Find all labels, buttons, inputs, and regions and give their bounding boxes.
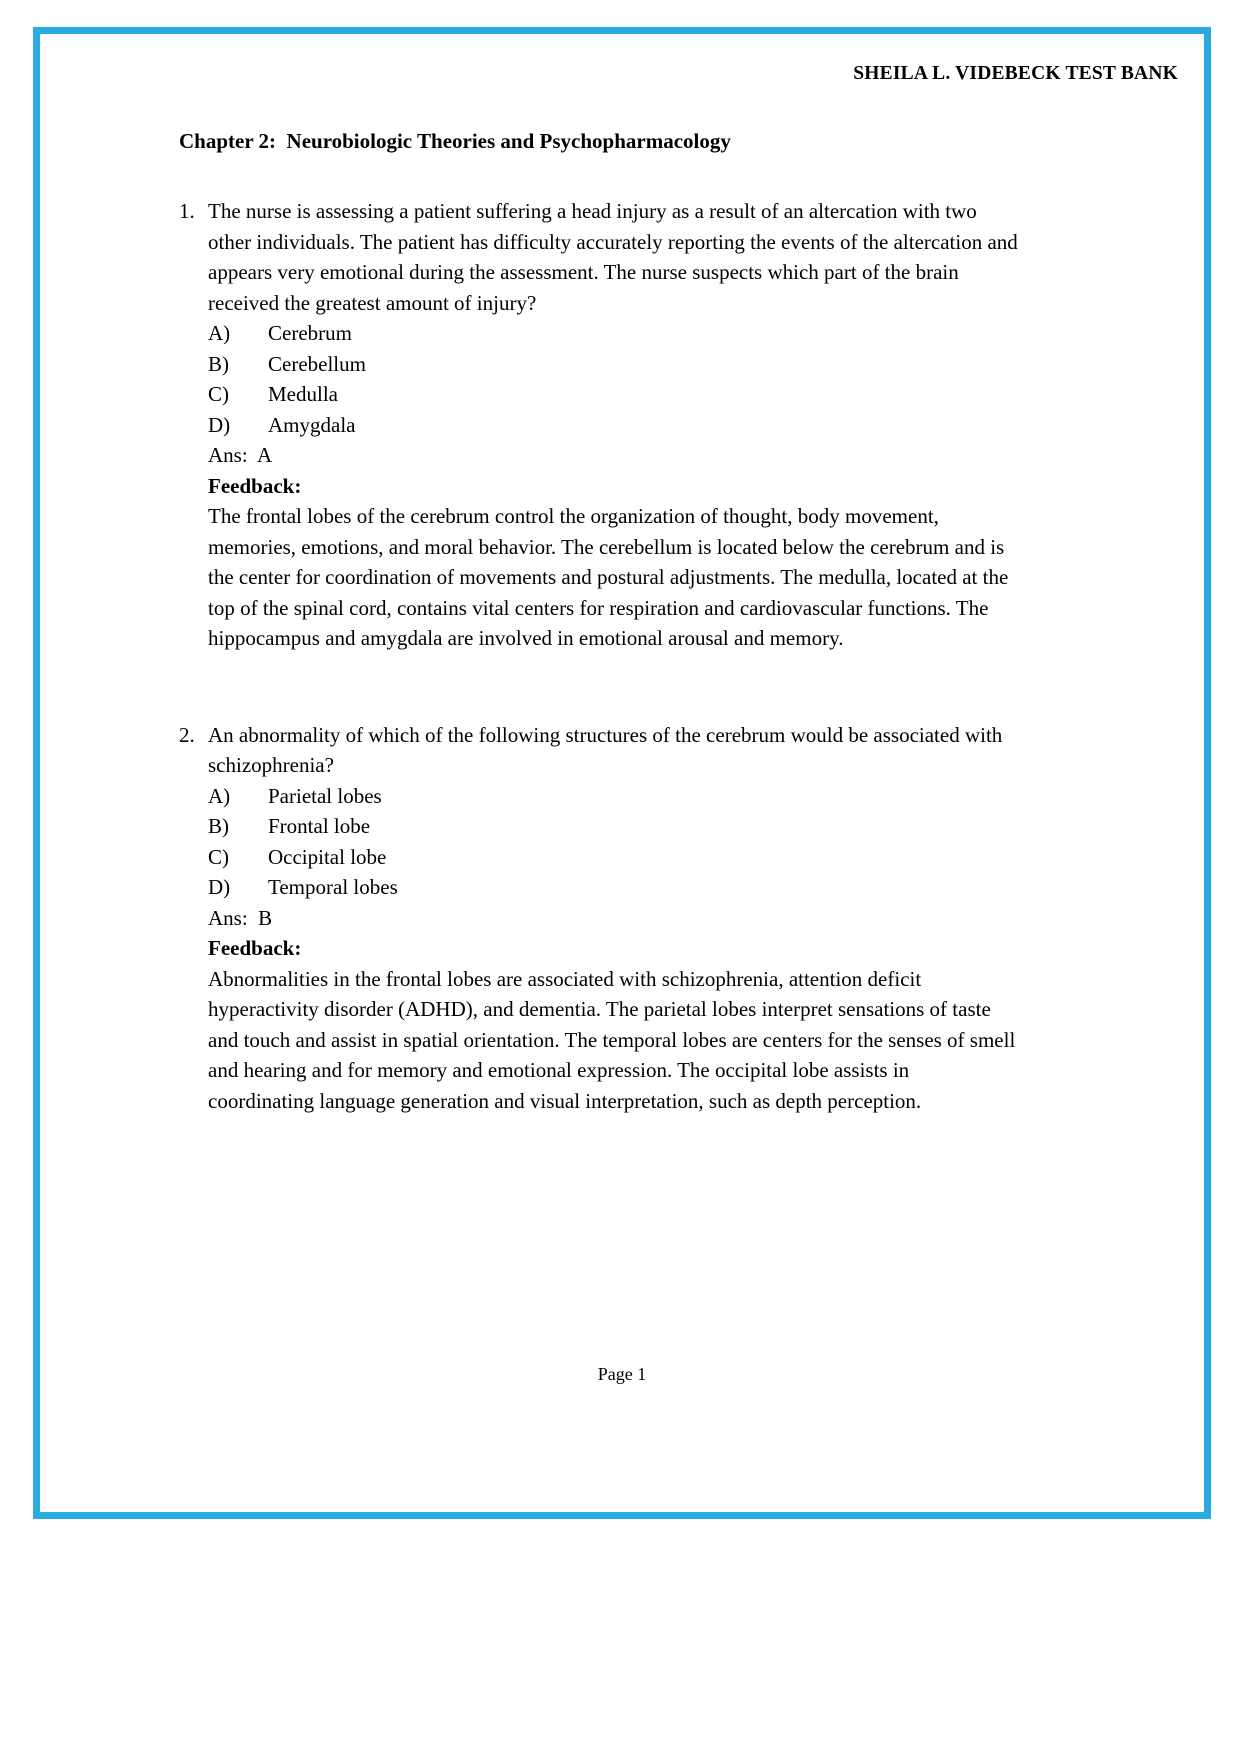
answer-option[interactable] (208, 410, 1019, 441)
option-text: Amygdala (268, 412, 356, 437)
option-text: Frontal lobe (268, 814, 371, 838)
option-letter: D) (208, 412, 231, 437)
question-row (179, 720, 1019, 1117)
option-letter: C) (208, 844, 229, 869)
question-number: 2. (179, 722, 195, 747)
question-spacer (179, 684, 1019, 720)
answer-key: Ans: A (208, 443, 273, 467)
option-text: Cerebrum (268, 321, 352, 345)
document-body (179, 129, 1019, 1146)
option-text: Occipital lobe (268, 844, 387, 869)
page-canvas (40, 34, 1204, 1512)
answer-option[interactable] (208, 349, 1019, 380)
question-content (208, 720, 1019, 1117)
answer-key: Ans: B (208, 905, 273, 930)
answer-option-list (208, 781, 1019, 903)
option-text: Cerebellum (268, 351, 366, 376)
option-text: Temporal lobes (268, 875, 398, 899)
feedback-label: Feedback: (208, 936, 302, 960)
answer-option[interactable] (208, 872, 1019, 903)
feedback-text: The frontal lobes of the cerebrum control the organization of thought, body movement, memories, emotions, and moral behavior. The cerebellum is located below the cerebrum and is the center for coordination of movements and postural adjustments. The medulla, located at the top of the spinal cord, contains vital centers for respiration and cardiovascular functions. The hippocampus and amygdala are involved in emotional arousal and memory. (208, 504, 1009, 650)
question-item (179, 720, 1019, 1117)
question-content (208, 196, 1019, 654)
feedback-text: Abnormalities in the frontal lobes are associated with schizophrenia, attention deficit hyperactivity disorder (ADHD), and dementia. The parietal lobes interpret sensations of taste and touch and assist in spatial orientation. The temporal lobes are centers for the senses of smell and hearing and for memory and emotional expression. The occipital lobe assists in coordinating language generation and visual interpretation, such as depth perception. (208, 966, 1016, 1113)
option-letter: A) (208, 321, 231, 345)
answer-option[interactable] (208, 842, 1019, 873)
page-border (33, 27, 1211, 1519)
answer-option[interactable] (208, 318, 1019, 349)
chapter-title: Chapter 2: Neurobiologic Theories and Psychopharmacology (179, 129, 731, 153)
page-footer: Page 1 (597, 1364, 647, 1384)
question-stem: The nurse is assessing a patient suffering a head injury as a result of an altercation with two other individuals. The patient has difficulty accurately reporting the events of the altercation and appears very emotional during the assessment. The nurse suspects which part of the brain received the greatest amount of injury? (208, 199, 1018, 315)
option-letter: C) (208, 382, 229, 406)
question-stem: An abnormality of which of the following structures of the cerebrum would be associated with schizophrenia? (208, 722, 1003, 777)
question-number: 1. (179, 199, 195, 223)
answer-option[interactable] (208, 379, 1019, 410)
option-text: Medulla (268, 382, 338, 406)
answer-option[interactable] (208, 781, 1019, 812)
question-row (179, 196, 1019, 654)
option-letter: D) (208, 875, 231, 899)
option-letter: B) (208, 814, 229, 838)
running-header: SHEILA L. VIDEBECK TEST BANK (853, 63, 1178, 84)
option-letter: A) (208, 783, 231, 808)
feedback-label: Feedback: (208, 473, 302, 498)
option-letter: B) (208, 351, 229, 376)
answer-option-list (208, 318, 1019, 440)
answer-option[interactable] (208, 811, 1019, 842)
question-item (179, 196, 1019, 654)
option-text: Parietal lobes (268, 783, 382, 808)
